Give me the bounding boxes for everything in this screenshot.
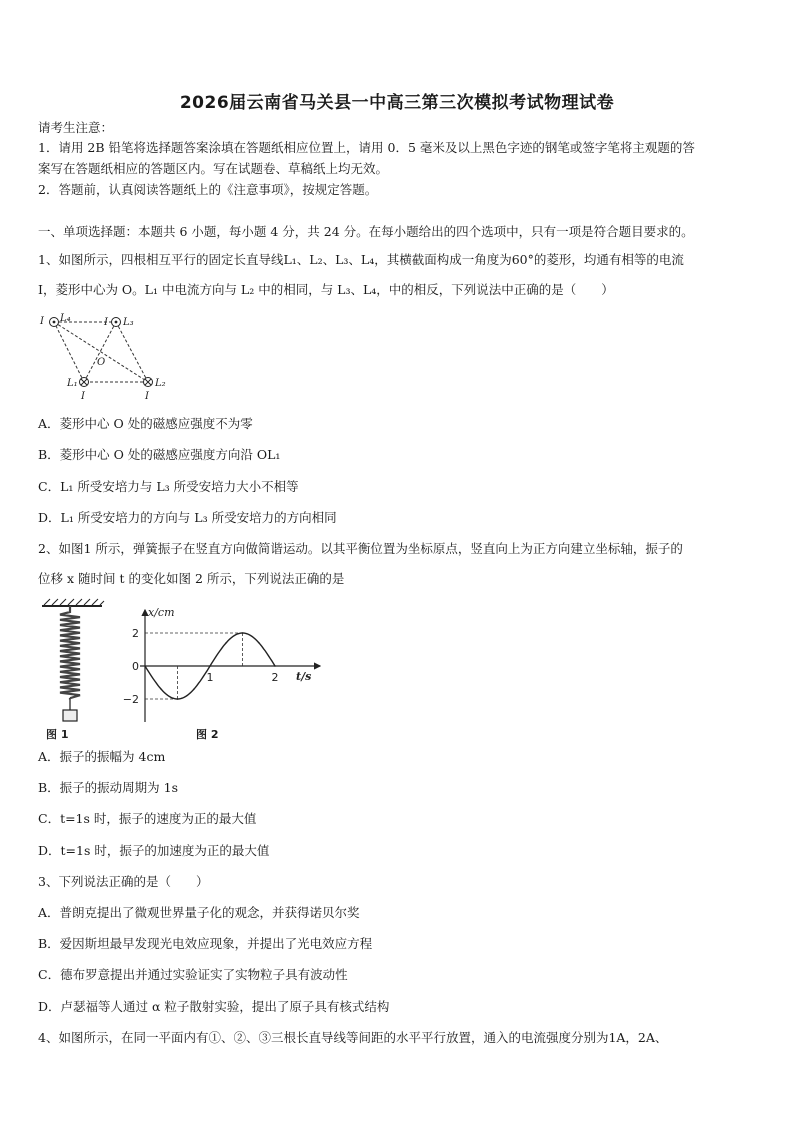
data-point — [144, 665, 146, 667]
q1-rhombus-figure — [36, 310, 176, 406]
spring-coil — [60, 606, 80, 698]
fig-label-l1: L₁ — [67, 378, 78, 389]
data-point — [160, 689, 162, 691]
y-tick-label: −2 — [122, 693, 139, 706]
fig-label-l4: L₄ — [60, 313, 71, 324]
q3-option-d: D．卢瑟福等人通过 α 粒子散射实验，提出了原子具有核式结构 — [38, 999, 390, 1014]
wire-l2-cross — [144, 378, 153, 387]
fig1-caption: 图 1 — [46, 728, 69, 741]
q2-option-d: D．t=1s 时，振子的加速度为正的最大值 — [38, 843, 270, 858]
x-tick-label: 2 — [271, 671, 279, 684]
q4-stem-line-1: 4、如图所示，在同一平面内有①、②、③三根长直导线等间距的水平平行放置，通入的电流强度分别为1A，2A、 — [38, 1030, 668, 1045]
q1-option-c: C．L₁ 所受安培力与 L₃ 所受安培力大小不相等 — [38, 479, 299, 494]
fig-label-i-4: I — [145, 391, 149, 402]
fig-label-o: O — [97, 357, 106, 368]
q2-stem-line-1: 2、如图1 所示，弹簧振子在竖直方向做简谐运动。以其平衡位置为坐标原点，竖直向上为正方向建立坐标轴，振子的 — [38, 541, 683, 556]
y-tick-label: 2 — [132, 627, 139, 640]
wire-l4-dot — [50, 318, 59, 327]
x-axis-label: t/s — [296, 670, 312, 683]
q3-option-c: C．德布罗意提出并通过实验证实了实物粒子具有波动性 — [38, 967, 348, 982]
rhombus-long-diagonal — [54, 322, 148, 382]
oscillator-block — [63, 710, 77, 721]
fig-label-l2: L₂ — [155, 378, 166, 389]
q2-option-b: B．振子的振动周期为 1s — [38, 780, 179, 795]
q2-displacement-time-chart — [120, 602, 330, 742]
data-point — [274, 665, 276, 667]
x-tick-label: 1 — [206, 671, 214, 684]
q1-option-d: D．L₁ 所受安培力的方向与 L₃ 所受安培力的方向相同 — [38, 510, 337, 525]
fig-label-i-2: I — [104, 317, 108, 328]
section-heading: 一、单项选择题：本题共 6 小题，每小题 4 分，共 24 分。在每小题给出的四个选项中，只有一项是符合题目要求的。 — [38, 224, 694, 239]
data-point — [193, 689, 195, 691]
data-point — [209, 665, 211, 667]
data-point — [177, 698, 179, 700]
q2-stem-line-2: 位移 x 随时间 t 的变化如图 2 所示，下列说法正确的是 — [38, 571, 345, 586]
page-title: 2026届云南省马关县一中高三第三次模拟考试物理试卷 — [179, 93, 615, 113]
q2-option-a: A．振子的振幅为 4cm — [38, 749, 166, 764]
rhombus-short-diagonal — [84, 322, 116, 382]
q3-option-a: A．普朗克提出了微观世界量子化的观念，并获得诺贝尔奖 — [38, 905, 360, 920]
q1-option-a: A．菱形中心 O 处的磁感应强度不为零 — [38, 416, 253, 431]
notice-item-1-line-1: 1．请用 2B 铅笔将选择题答案涂填在答题纸相应位置上，请用 0．5 毫米及以上黑色字迹的钢笔或签字笔将主观题的答 — [38, 140, 695, 155]
q2-option-c: C．t=1s 时，振子的速度为正的最大值 — [38, 811, 257, 826]
data-point — [225, 642, 227, 644]
q1-stem-line-1: 1、如图所示，四根相互平行的固定长直导线L₁、L₂、L₃、L₄，其横截面构成一角度为60°的菱形，均通有相等的电流 — [38, 252, 684, 267]
notice-item-1-line-2: 案写在答题纸相应的答题区内。写在试题卷、草稿纸上均无效。 — [38, 161, 389, 176]
q3-stem: 3、下列说法正确的是（ ） — [38, 874, 209, 889]
data-point — [258, 642, 260, 644]
fig-label-l3: L₃ — [123, 317, 134, 328]
fig-label-i-3: I — [81, 391, 85, 402]
q1-option-b: B．菱形中心 O 处的磁感应强度方向沿 OL₁ — [38, 447, 281, 462]
rhombus-right-edge — [116, 322, 148, 382]
q1-stem-line-2: I，菱形中心为 O。L₁ 中电流方向与 L₂ 中的相同，与 L₃、L₄，中的相反，下列说法中正确的是（ ） — [38, 282, 614, 297]
notice-heading: 请考生注意： — [38, 120, 114, 135]
y-tick-label: 0 — [132, 660, 139, 673]
wire-l1-cross — [80, 378, 89, 387]
q2-spring-figure — [36, 598, 108, 744]
ceiling-support — [42, 599, 104, 606]
q3-option-b: B．爱因斯坦最早发现光电效应现象，并提出了光电效应方程 — [38, 936, 373, 951]
data-point — [242, 632, 244, 634]
fig-label-i-1: I — [40, 316, 44, 327]
fig2-caption: 图 2 — [196, 728, 219, 741]
y-axis-label: x/cm — [148, 606, 175, 619]
notice-item-2: 2．答题前，认真阅读答题纸上的《注意事项》，按规定答题。 — [38, 182, 378, 197]
wire-l3-dot — [112, 318, 121, 327]
